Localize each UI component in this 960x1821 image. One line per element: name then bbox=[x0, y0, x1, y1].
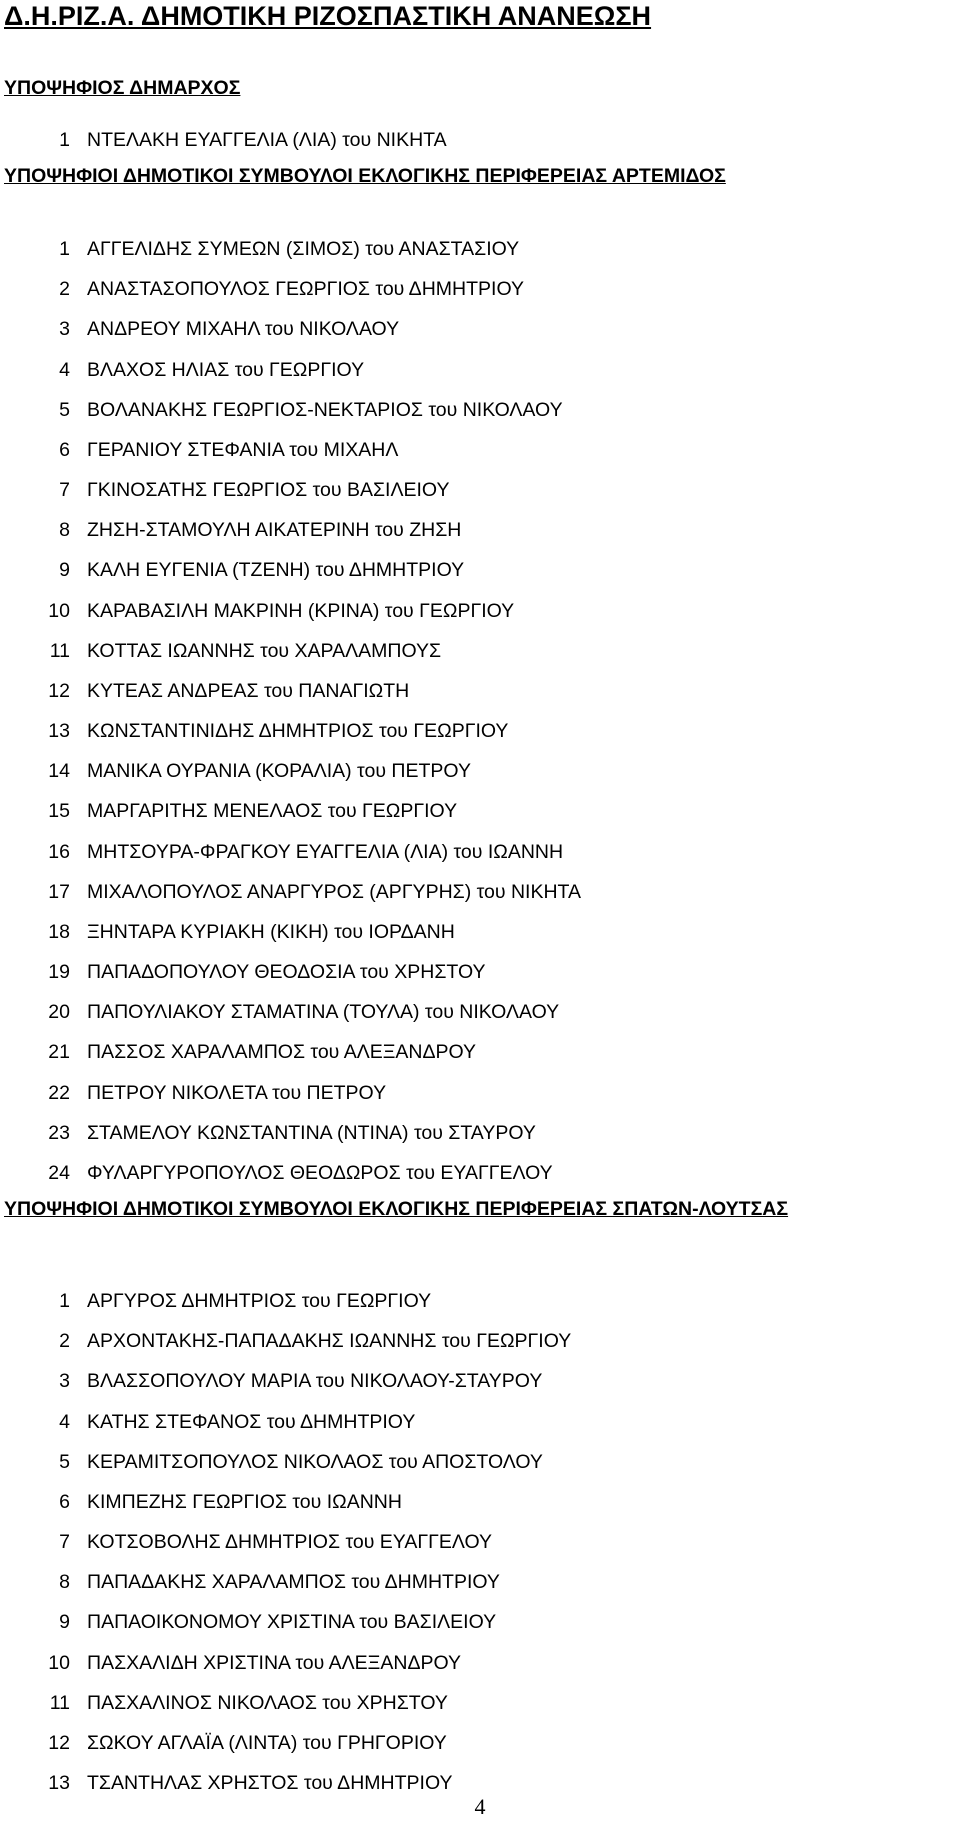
candidate-name: ΠΕΤΡΟΥ ΝΙΚΟΛΕΤΑ του ΠΕΤΡΟΥ bbox=[87, 1082, 387, 1104]
candidate-name: ΚΩΝΣΤΑΝΤΙΝΙΔΗΣ ΔΗΜΗΤΡΙΟΣ του ΓΕΩΡΓΙΟΥ bbox=[87, 720, 509, 742]
candidate-number: 15 bbox=[48, 800, 70, 822]
candidate-number: 8 bbox=[59, 1571, 70, 1593]
candidate-name: ΑΝΑΣΤΑΣΟΠΟΥΛΟΣ ΓΕΩΡΓΙΟΣ του ΔΗΜΗΤΡΙΟΥ bbox=[87, 278, 524, 300]
candidate-number: 2 bbox=[59, 278, 70, 300]
candidate-number: 11 bbox=[49, 640, 70, 662]
candidate-name: ΑΡΧΟΝΤΑΚΗΣ-ΠΑΠΑΔΑΚΗΣ ΙΩΑΝΝΗΣ του ΓΕΩΡΓΙΟΥ bbox=[87, 1330, 572, 1352]
candidate-number: 22 bbox=[48, 1082, 70, 1104]
candidate-name: ΚΑΛΗ ΕΥΓΕΝΙΑ (ΤΖΕΝΗ) του ΔΗΜΗΤΡΙΟΥ bbox=[87, 559, 465, 581]
candidate-number: 24 bbox=[48, 1162, 70, 1184]
candidate-number: 4 bbox=[59, 359, 70, 381]
candidate-name: ΚΥΤΕΑΣ ΑΝΔΡΕΑΣ του ΠΑΝΑΓΙΩΤΗ bbox=[87, 680, 410, 702]
candidate-number: 13 bbox=[48, 1772, 70, 1794]
candidate-number: 1 bbox=[59, 1290, 70, 1312]
candidate-number: 14 bbox=[48, 760, 70, 782]
candidate-number: 2 bbox=[59, 1330, 70, 1352]
page-number: 4 bbox=[474, 1794, 486, 1819]
candidate-name: ΑΝΔΡΕΟΥ ΜΙΧΑΗΛ του ΝΙΚΟΛΑΟΥ bbox=[87, 318, 400, 340]
candidate-number: 8 bbox=[59, 519, 70, 541]
candidate-name: ΠΑΠΑΟΙΚΟΝΟΜΟΥ ΧΡΙΣΤΙΝΑ του ΒΑΣΙΛΕΙΟΥ bbox=[87, 1611, 497, 1633]
candidate-number: 9 bbox=[59, 559, 70, 581]
candidate-name: ΓΕΡΑΝΙΟΥ ΣΤΕΦΑΝΙΑ του ΜΙΧΑΗΛ bbox=[87, 439, 399, 461]
party-title: Δ.Η.ΡΙΖ.Α. ΔΗΜΟΤΙΚΗ ΡΙΖΟΣΠΑΣΤΙΚΗ ΑΝΑΝΕΩΣΗ bbox=[4, 1, 652, 31]
candidate-number: 16 bbox=[48, 841, 70, 863]
candidate-name: ΜΙΧΑΛΟΠΟΥΛΟΣ ΑΝΑΡΓΥΡΟΣ (ΑΡΓΥΡΗΣ) του ΝΙΚΗΤΑ bbox=[87, 881, 582, 903]
candidate-number: 19 bbox=[48, 961, 70, 983]
candidate-name: ΓΚΙΝΟΣΑΤΗΣ ΓΕΩΡΓΙΟΣ του ΒΑΣΙΛΕΙΟΥ bbox=[87, 479, 450, 501]
candidate-number: 18 bbox=[48, 921, 70, 943]
mayor-heading: ΥΠΟΨΗΦΙΟΣ ΔΗΜΑΡΧΟΣ bbox=[4, 77, 241, 99]
candidate-name: ΒΛΑΣΣΟΠΟΥΛΟΥ ΜΑΡΙΑ του ΝΙΚΟΛΑΟΥ-ΣΤΑΥΡΟΥ bbox=[87, 1370, 543, 1392]
candidate-number: 10 bbox=[48, 1652, 70, 1674]
candidate-number: 1 bbox=[59, 129, 70, 151]
candidate-number: 12 bbox=[48, 680, 70, 702]
candidate-number: 17 bbox=[48, 881, 70, 903]
candidate-number: 6 bbox=[59, 439, 70, 461]
candidate-name: ΠΑΣΧΑΛΙΔΗ ΧΡΙΣΤΙΝΑ του ΑΛΕΞΑΝΔΡΟΥ bbox=[87, 1652, 462, 1674]
candidate-name: ΑΓΓΕΛΙΔΗΣ ΣΥΜΕΩΝ (ΣΙΜΟΣ) του ΑΝΑΣΤΑΣΙΟΥ bbox=[87, 238, 520, 260]
candidate-number: 4 bbox=[59, 1411, 70, 1433]
candidate-number: 9 bbox=[59, 1611, 70, 1633]
artemida-heading: ΥΠΟΨΗΦΙΟΙ ΔΗΜΟΤΙΚΟΙ ΣΥΜΒΟΥΛΟΙ ΕΚΛΟΓΙΚΗΣ ΠΕΡΙΦΕΡΕΙΑΣ ΑΡΤΕΜΙΔΟΣ bbox=[4, 165, 726, 187]
candidate-name: ΦΥΛΑΡΓΥΡΟΠΟΥΛΟΣ ΘΕΟΔΩΡΟΣ του ΕΥΑΓΓΕΛΟΥ bbox=[87, 1162, 553, 1184]
candidate-number: 11 bbox=[49, 1692, 70, 1714]
candidate-number: 21 bbox=[48, 1041, 70, 1063]
candidate-name: ΚΕΡΑΜΙΤΣΟΠΟΥΛΟΣ ΝΙΚΟΛΑΟΣ του ΑΠΟΣΤΟΛΟΥ bbox=[87, 1451, 543, 1473]
candidate-name: ΠΑΣΧΑΛΙΝΟΣ ΝΙΚΟΛΑΟΣ του ΧΡΗΣΤΟΥ bbox=[87, 1692, 448, 1714]
candidate-name: ΣΤΑΜΕΛΟΥ ΚΩΝΣΤΑΝΤΙΝΑ (ΝΤΙΝΑ) του ΣΤΑΥΡΟΥ bbox=[87, 1122, 536, 1144]
candidate-name: ΚΑΡΑΒΑΣΙΛΗ ΜΑΚΡΙΝΗ (ΚΡΙΝΑ) του ΓΕΩΡΓΙΟΥ bbox=[87, 600, 515, 622]
candidate-number: 5 bbox=[59, 399, 70, 421]
candidate-name: ΠΑΠΑΔΟΠΟΥΛΟΥ ΘΕΟΔΟΣΙΑ του ΧΡΗΣΤΟΥ bbox=[87, 961, 486, 983]
candidate-name: ΠΑΠΟΥΛΙΑΚΟΥ ΣΤΑΜΑΤΙΝΑ (ΤΟΥΛΑ) του ΝΙΚΟΛΑΟΥ bbox=[87, 1001, 560, 1023]
candidate-number: 3 bbox=[59, 318, 70, 340]
candidate-number: 6 bbox=[59, 1491, 70, 1513]
candidate-name: ΞΗΝΤΑΡΑ ΚΥΡΙΑΚΗ (ΚΙΚΗ) του ΙΟΡΔΑΝΗ bbox=[87, 921, 455, 943]
candidate-name: ΚΙΜΠΕΖΗΣ ΓΕΩΡΓΙΟΣ του ΙΩΑΝΝΗ bbox=[87, 1491, 402, 1513]
candidate-name: ΚΟΤΣΟΒΟΛΗΣ ΔΗΜΗΤΡΙΟΣ του ΕΥΑΓΓΕΛΟΥ bbox=[87, 1531, 493, 1553]
candidate-name: ΒΟΛΑΝΑΚΗΣ ΓΕΩΡΓΙΟΣ-ΝΕΚΤΑΡΙΟΣ του ΝΙΚΟΛΑΟΥ bbox=[87, 399, 563, 421]
candidate-name: ΒΛΑΧΟΣ ΗΛΙΑΣ του ΓΕΩΡΓΙΟΥ bbox=[87, 359, 365, 381]
candidate-name: ΚΑΤΗΣ ΣΤΕΦΑΝΟΣ του ΔΗΜΗΤΡΙΟΥ bbox=[87, 1411, 416, 1433]
candidate-name: ΝΤΕΛΑΚΗ ΕΥΑΓΓΕΛΙΑ (ΛΙΑ) του ΝΙΚΗΤΑ bbox=[87, 129, 447, 151]
candidate-number: 3 bbox=[59, 1370, 70, 1392]
candidate-name: ΚΟΤΤΑΣ ΙΩΑΝΝΗΣ του ΧΑΡΑΛΑΜΠΟΥΣ bbox=[87, 640, 442, 662]
candidate-name: ΠΑΣΣΟΣ ΧΑΡΑΛΑΜΠΟΣ του ΑΛΕΞΑΝΔΡΟΥ bbox=[87, 1041, 477, 1063]
candidate-name: ΤΣΑΝΤΗΛΑΣ ΧΡΗΣΤΟΣ του ΔΗΜΗΤΡΙΟΥ bbox=[87, 1772, 453, 1794]
candidate-number: 7 bbox=[59, 479, 70, 501]
candidate-number: 13 bbox=[48, 720, 70, 742]
candidate-number: 5 bbox=[59, 1451, 70, 1473]
candidate-name: ΜΑΝΙΚΑ ΟΥΡΑΝΙΑ (ΚΟΡΑΛΙΑ) του ΠΕΤΡΟΥ bbox=[87, 760, 471, 782]
spata-heading: ΥΠΟΨΗΦΙΟΙ ΔΗΜΟΤΙΚΟΙ ΣΥΜΒΟΥΛΟΙ ΕΚΛΟΓΙΚΗΣ ΠΕΡΙΦΕΡΕΙΑΣ ΣΠΑΤΩΝ-ΛΟΥΤΣΑΣ bbox=[4, 1198, 789, 1220]
candidate-name: ΠΑΠΑΔΑΚΗΣ ΧΑΡΑΛΑΜΠΟΣ του ΔΗΜΗΤΡΙΟΥ bbox=[87, 1571, 500, 1593]
candidate-name: ΑΡΓΥΡΟΣ ΔΗΜΗΤΡΙΟΣ του ΓΕΩΡΓΙΟΥ bbox=[87, 1290, 432, 1312]
candidate-name: ΣΩΚΟΥ ΑΓΛΑΪΑ (ΛΙΝΤΑ) του ΓΡΗΓΟΡΙΟΥ bbox=[87, 1732, 447, 1754]
candidate-number: 12 bbox=[48, 1732, 70, 1754]
candidate-name: ΜΑΡΓΑΡΙΤΗΣ ΜΕΝΕΛΑΟΣ του ΓΕΩΡΓΙΟΥ bbox=[87, 800, 458, 822]
candidate-number: 10 bbox=[48, 600, 70, 622]
candidate-number: 7 bbox=[59, 1531, 70, 1553]
candidate-number: 1 bbox=[59, 238, 70, 260]
candidate-name: ΖΗΣΗ-ΣΤΑΜΟΥΛΗ ΑΙΚΑΤΕΡΙΝΗ του ΖΗΣΗ bbox=[87, 519, 462, 541]
candidate-number: 20 bbox=[48, 1001, 70, 1023]
candidate-name: ΜΗΤΣΟΥΡΑ-ΦΡΑΓΚΟΥ ΕΥΑΓΓΕΛΙΑ (ΛΙΑ) του ΙΩΑΝΝΗ bbox=[87, 841, 564, 863]
candidate-number: 23 bbox=[48, 1122, 70, 1144]
